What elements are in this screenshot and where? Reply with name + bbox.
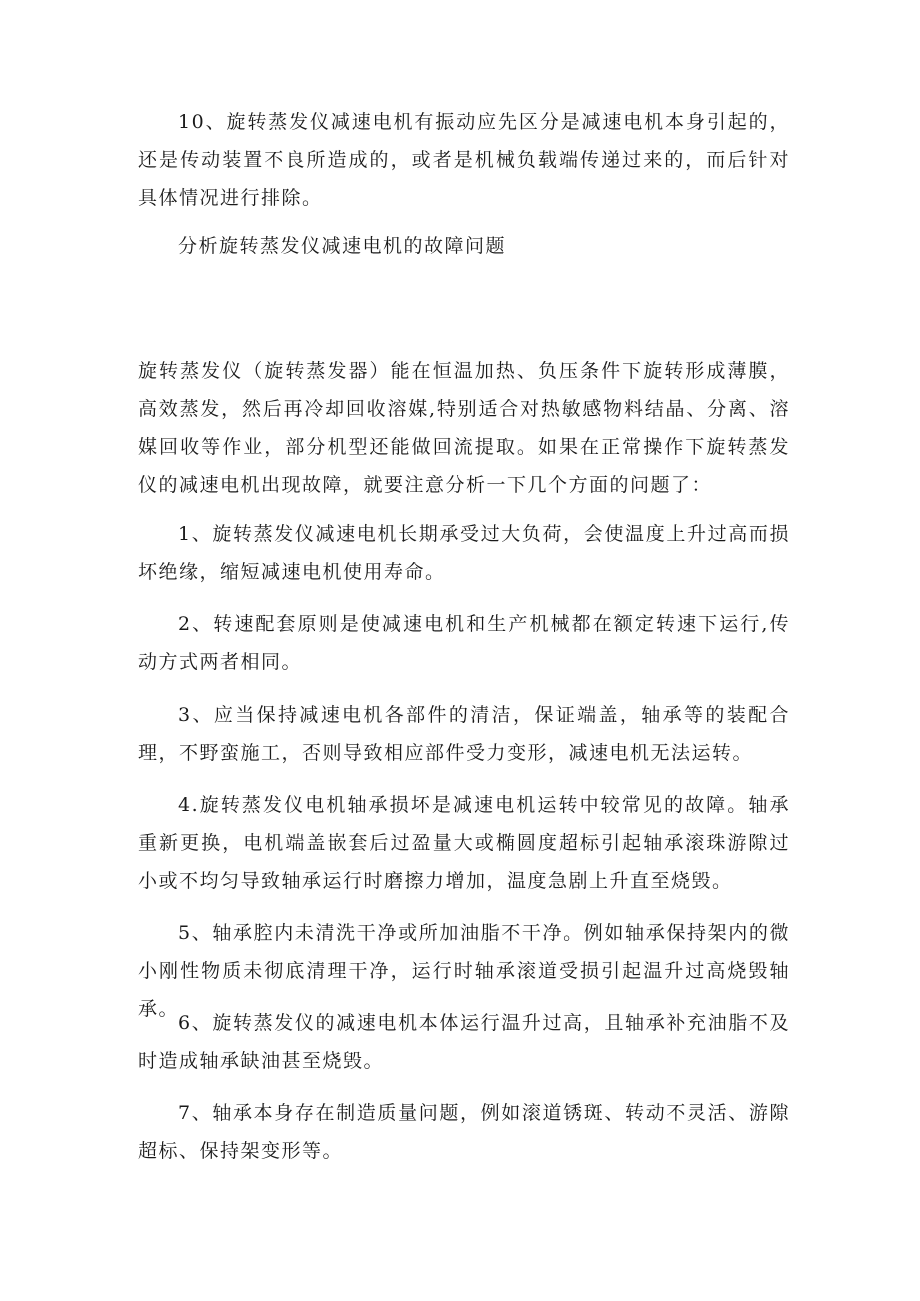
section-title: 分析旋转蒸发仪减速电机的故障问题 xyxy=(178,235,507,257)
paragraph-point-3: 3、应当保持减速电机各部件的清洁，保证端盖，轴承等的装配合理，不野蛮施工，否则导致相应部件受力变形，减速电机无法运转。 xyxy=(138,704,790,764)
paragraph-point-5: 5、轴承腔内未清洗干净或所加油脂不干净。例如轴承保持架内的微小刚性物质未彻底清理干净，运行时轴承滚道受损引起温升过高烧毁轴承。 xyxy=(138,922,790,1020)
paragraph-point-6: 6、旋转蒸发仪的减速电机本体运行温升过高，且轴承补充油脂不及时造成轴承缺油甚至烧毁。 xyxy=(138,1012,790,1072)
paragraph-point-10: 10、旋转蒸发仪减速电机有振动应先区分是减速电机本身引起的，还是传动装置不良所造成的，或者是机械负载端传递过来的，而后针对具体情况进行排除。 xyxy=(138,111,790,209)
paragraph-point-2: 2、转速配套原则是使减速电机和生产机械都在额定转速下运行,传动方式两者相同。 xyxy=(138,613,790,673)
paragraph-point-4: 4.旋转蒸发仪电机轴承损坏是减速电机运转中较常见的故障。轴承重新更换，电机端盖嵌套后过盈量大或椭圆度超标引起轴承滚珠游隙过小或不均匀导致轴承运行时磨擦力增加，温度急剧上升直至烧毁。 xyxy=(138,794,790,892)
paragraph-point-1: 1、旋转蒸发仪减速电机长期承受过大负荷，会使温度上升过高而损坏绝缘，缩短减速电机使用寿命。 xyxy=(138,523,790,583)
paragraph-point-7: 7、轴承本身存在制造质量问题，例如滚道锈斑、转动不灵活、游隙超标、保持架变形等。 xyxy=(138,1102,790,1162)
paragraph-overview: 旋转蒸发仪（旋转蒸发器）能在恒温加热、负压条件下旋转形成薄膜，高效蒸发，然后再冷却回收溶媒,特别适合对热敏感物料结晶、分离、溶媒回收等作业，部分机型还能做回流提取。如果在正常操作下旋转蒸发仪的减速电机出现故障，就要注意分析一下几个方面的问题了： xyxy=(138,360,790,496)
